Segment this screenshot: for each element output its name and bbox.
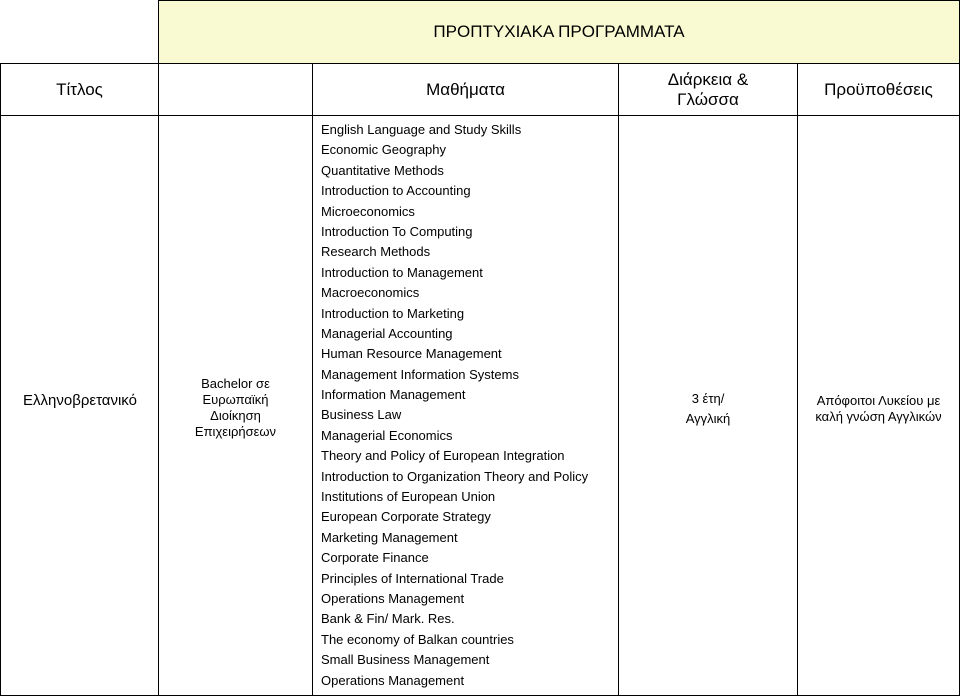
header-courses-label: Μαθήματα xyxy=(426,79,505,99)
course-item: Theory and Policy of European Integration xyxy=(321,448,565,464)
course-item: Microeconomics xyxy=(321,203,415,219)
header-degree xyxy=(158,63,313,116)
duration-block xyxy=(686,389,731,429)
courses-cell xyxy=(312,115,619,696)
course-item: European Corporate Strategy xyxy=(321,509,491,525)
course-item: Operations Management xyxy=(321,672,465,688)
program-name: Ελληνοβρετανικό xyxy=(23,392,137,409)
header-title-label: Τίτλος xyxy=(56,79,103,99)
course-list xyxy=(321,120,618,691)
duration-years: 3 έτη/ xyxy=(691,390,725,406)
course-item: English Language and Study Skills xyxy=(321,122,522,137)
course-item: Introduction to Organization Theory and Policy xyxy=(321,468,589,484)
course-item: Macroeconomics xyxy=(321,285,420,301)
course-item: Introduction to Marketing xyxy=(321,305,465,321)
header-courses xyxy=(312,63,619,116)
course-item: Business Law xyxy=(321,407,402,423)
course-item: Quantitative Methods xyxy=(321,162,444,178)
course-item: Managerial Accounting xyxy=(321,325,453,341)
prerequisites-text: Απόφοιτοι Λυκείου με καλή γνώση Αγγλικών xyxy=(815,392,942,424)
course-item: Management Information Systems xyxy=(321,366,519,382)
course-item: Bank & Fin/ Mark. Res. xyxy=(321,611,455,627)
duration-language: Αγγλική xyxy=(685,410,731,426)
header-prerequisites xyxy=(797,63,960,116)
course-item: Research Methods xyxy=(321,244,431,260)
header-duration xyxy=(618,63,798,116)
degree-title: Bachelor σε Ευρωπαϊκή Διοίκηση Επιχειρήσεων xyxy=(194,375,277,439)
header-title xyxy=(0,63,159,116)
header-prerequisites-label: Προϋποθέσεις xyxy=(824,79,933,99)
course-item: Information Management xyxy=(321,387,466,403)
header-duration-label: Διάρκεια & Γλώσσα xyxy=(667,69,749,109)
course-item: Small Business Management xyxy=(321,652,490,668)
course-item: Introduction to Management xyxy=(321,264,483,280)
degree-cell xyxy=(158,115,313,696)
table-title-banner xyxy=(158,0,960,64)
course-item: The economy of Balkan countries xyxy=(321,631,514,647)
course-item: Managerial Economics xyxy=(321,427,453,443)
course-item: Introduction To Computing xyxy=(321,223,473,239)
course-item: Human Resource Management xyxy=(321,346,502,362)
duration-cell xyxy=(618,115,798,696)
course-item: Marketing Management xyxy=(321,529,458,545)
table-title: ΠΡΟΠΤΥΧΙΑΚΑ ΠΡΟΓΡΑΜΜΑΤΑ xyxy=(433,22,685,41)
course-item: Introduction to Accounting xyxy=(321,183,471,199)
course-item: Principles of International Trade xyxy=(321,570,504,586)
course-item: Economic Geography xyxy=(321,142,447,158)
course-item: Operations Management xyxy=(321,590,465,606)
program-cell xyxy=(0,115,159,696)
prerequisites-cell xyxy=(797,115,960,696)
course-item: Corporate Finance xyxy=(321,550,429,566)
course-item: Institutions of European Union xyxy=(321,489,496,505)
